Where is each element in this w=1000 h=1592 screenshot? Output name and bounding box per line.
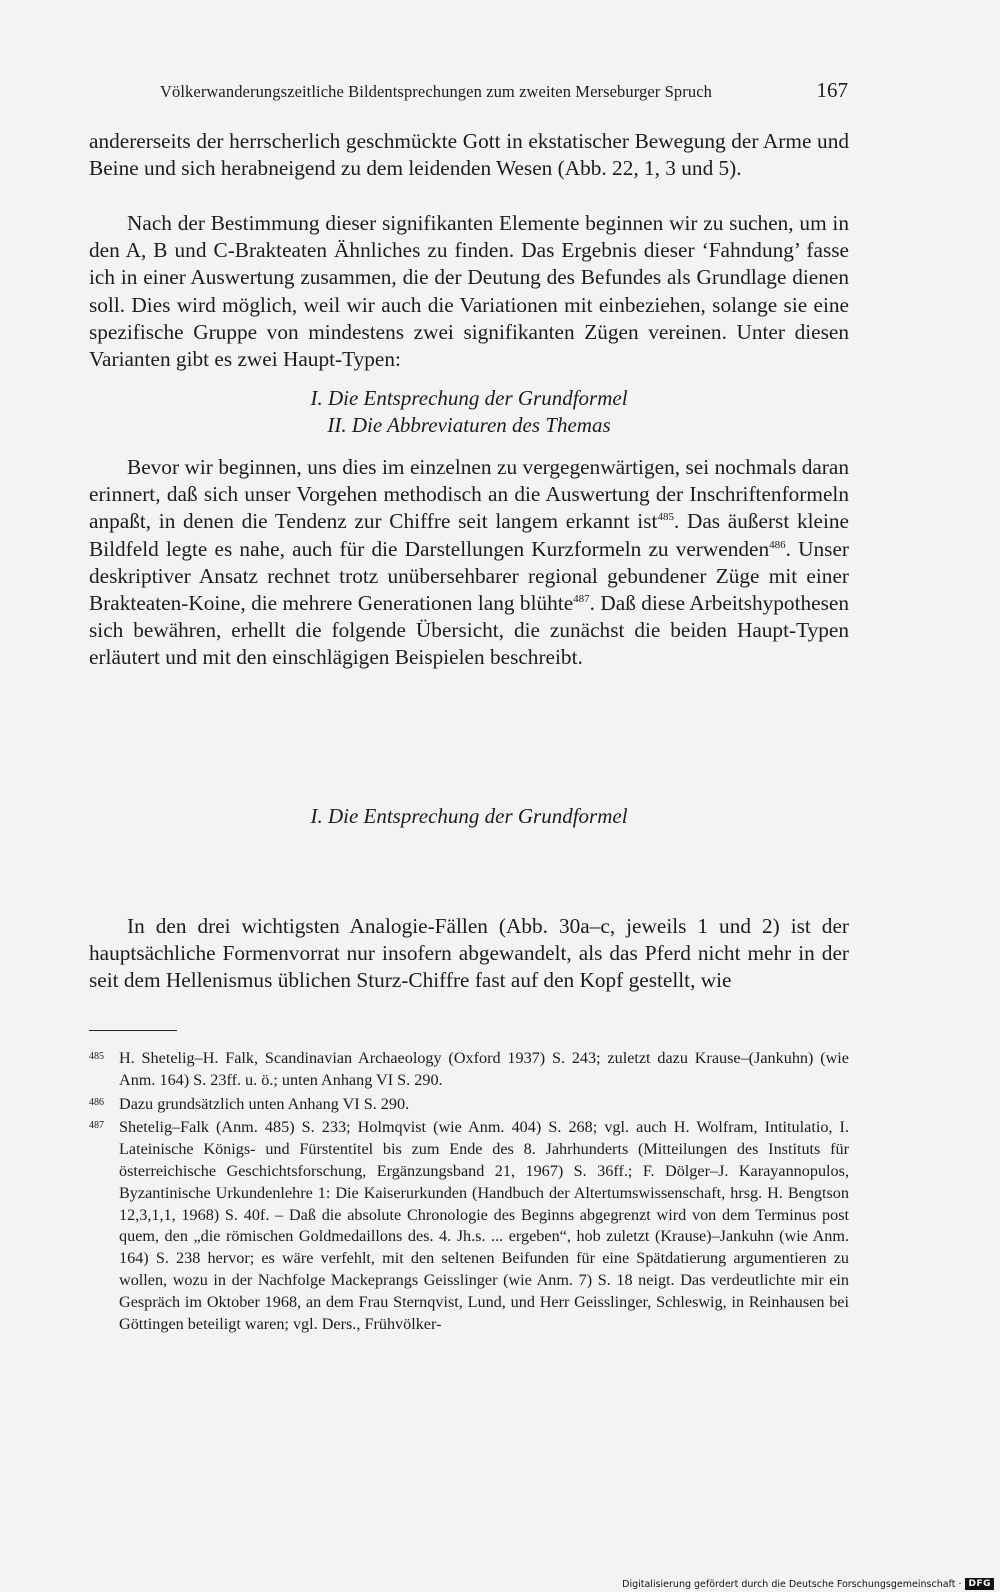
type-2: II. Die Abbreviaturen des Themas	[327, 413, 611, 437]
footnote-text: Dazu grundsätzlich unten Anhang VI S. 290.	[119, 1094, 410, 1113]
paragraph-2-text: Nach der Bestimmung dieser signifikanten Elemente beginnen wir zu suchen, um in den A, B und C-Brakteaten Ähnliches zu finden. Das Ergebnis dieser ‘Fahndung’ fasse ich in einer Auswertung zusammen, die der Deutung des Befundes als Grundlage dienen soll. Dies wird möglich, weil wir auch die Variationen mit einbeziehen, solange sie eine spezifische Gruppe von mindestens zwei signifikanten Zügen vereinen. Unter diesen Varianten gibt es zwei Haupt-Typen:	[89, 211, 849, 372]
footnote-text: H. Shetelig–H. Falk, Scandinavian Archaeology (Oxford 1937) S. 243; zuletzt dazu Krause–(Jankuhn) (wie Anm. 164) S. 23ff. u. ö.; unten Anhang VI S. 290.	[119, 1049, 849, 1089]
paragraph-3-part-c: . Unser deskriptiver Ansatz rechnet trotz unübersehbarer regional gebundener Züge mit einer Brakteaten-Koine, die mehrere Generationen lang blühte	[89, 536, 849, 616]
footnotes	[89, 1046, 849, 1335]
digitization-credit	[622, 1578, 994, 1590]
section-heading: I. Die Entsprechung der Grundformel	[310, 804, 628, 828]
paragraph-4	[89, 913, 849, 995]
type-list	[89, 385, 849, 439]
footnote-number: 487	[89, 1120, 104, 1132]
footnote-divider	[89, 1030, 177, 1031]
paragraph-4-text: In den drei wichtigsten Analogie-Fällen (Abb. 30a–c, jeweils 1 und 2) ist der hauptsächliche Formenvorrat nur insofern abgewandelt, als das Pferd nicht mehr in der seit dem Hellenismus üblichen Sturz-Chiffre fast auf den Kopf gestellt, wie	[89, 914, 849, 993]
paragraph-1	[89, 128, 849, 182]
footnote-485	[89, 1046, 849, 1092]
footnote-number: 486	[89, 1096, 104, 1108]
type-1: I. Die Entsprechung der Grundformel	[310, 386, 628, 410]
footnote-487	[89, 1115, 849, 1335]
footnote-number: 485	[89, 1051, 104, 1062]
footnote-ref-485[interactable]: 485	[657, 511, 674, 524]
credit-text: Digitalisierung gefördert durch die Deutsche Forschungsgemeinschaft ·	[622, 1578, 962, 1590]
page-header	[160, 78, 848, 103]
paragraph-3-part-d: . Daß diese Arbeitshypothesen sich bewähren, erhellt die folgende Übersicht, die zunächst die beiden Haupt-Typen erläutert und mit den einschlägigen Beispielen beschreibt.	[89, 591, 849, 670]
footnote-text: Shetelig–Falk (Anm. 485) S. 233; Holmqvist (wie Anm. 404) S. 268; vgl. auch H. Wolfram, Intitulatio, I. Lateinische Königs- und Fürstentitel bis zum Ende des 8. Jahrhunderts (Mitteilungen des Instituts für österreichische Geschichtsforschung, Ergänzungsband 21, 1967) S. 36ff.; F. Dölger–J. Karayannopulos, Byzantinische Urkundenlehre 1: Die Kaiserurkunden (Handbuch der Altertumswissenschaft, hrsg. H. Bengtson 12,3,1,1, 1968) S. 40f. – Daß die absolute Chronologie des Beginns abgegrenzt wird von dem Terminus post quem, den „die römischen Goldmedaillons des. 4. Jh.s. ... ergeben“, hob zuletzt (Krause)–Jankuhn (wie Anm. 164) S. 238 hervor; es wäre verfehlt, mit den seltenen Beifunden für eine Spätdatierung argumentieren zu wollen, wozu in der Nachfolge Mackeprangs Geisslinger (wie Anm. 7) S. 18 neigt. Das verdeutlichte mir ein Gespräch im Oktober 1968, an dem Frau Sternqvist, Lund, und Herr Geisslinger, Schleswig, in Reinhausen bei Göttingen beteiligt waren; vgl. Ders., Frühvölker-	[119, 1118, 849, 1333]
paragraph-3-part-a: Bevor wir beginnen, uns dies im einzelnen zu vergegenwärtigen, sei nochmals daran erinnert, daß sich unser Vorgehen methodisch an die Auswertung der Inschriftenformeln anpaßt, in denen die Tendenz zur Chiffre seit langem erkannt ist	[89, 455, 849, 534]
paragraph-3-text	[89, 454, 849, 672]
paragraph-3-part-b: . Das äußerst kleine Bildfeld legte es nahe, auch für die Darstellungen Kurzformeln zu verwenden	[89, 509, 849, 561]
page-number: 167	[816, 78, 848, 102]
running-title: Völkerwanderungszeitliche Bildentsprechungen zum zweiten Merseburger Spruch	[160, 82, 712, 101]
footnote-ref-486[interactable]: 486	[769, 538, 786, 551]
dfg-logo: DFG	[965, 1578, 994, 1590]
paragraph-1-text: andererseits der herrscherlich geschmückte Gott in ekstatischer Bewegung der Arme und Beine und sich herabneigend zu dem leidenden Wesen (Abb. 22, 1, 3 und 5).	[89, 129, 849, 181]
paragraph-3	[89, 454, 849, 672]
footnote-ref-487[interactable]: 487	[573, 592, 590, 605]
footnote-486	[89, 1092, 849, 1116]
paragraph-2	[89, 210, 849, 373]
